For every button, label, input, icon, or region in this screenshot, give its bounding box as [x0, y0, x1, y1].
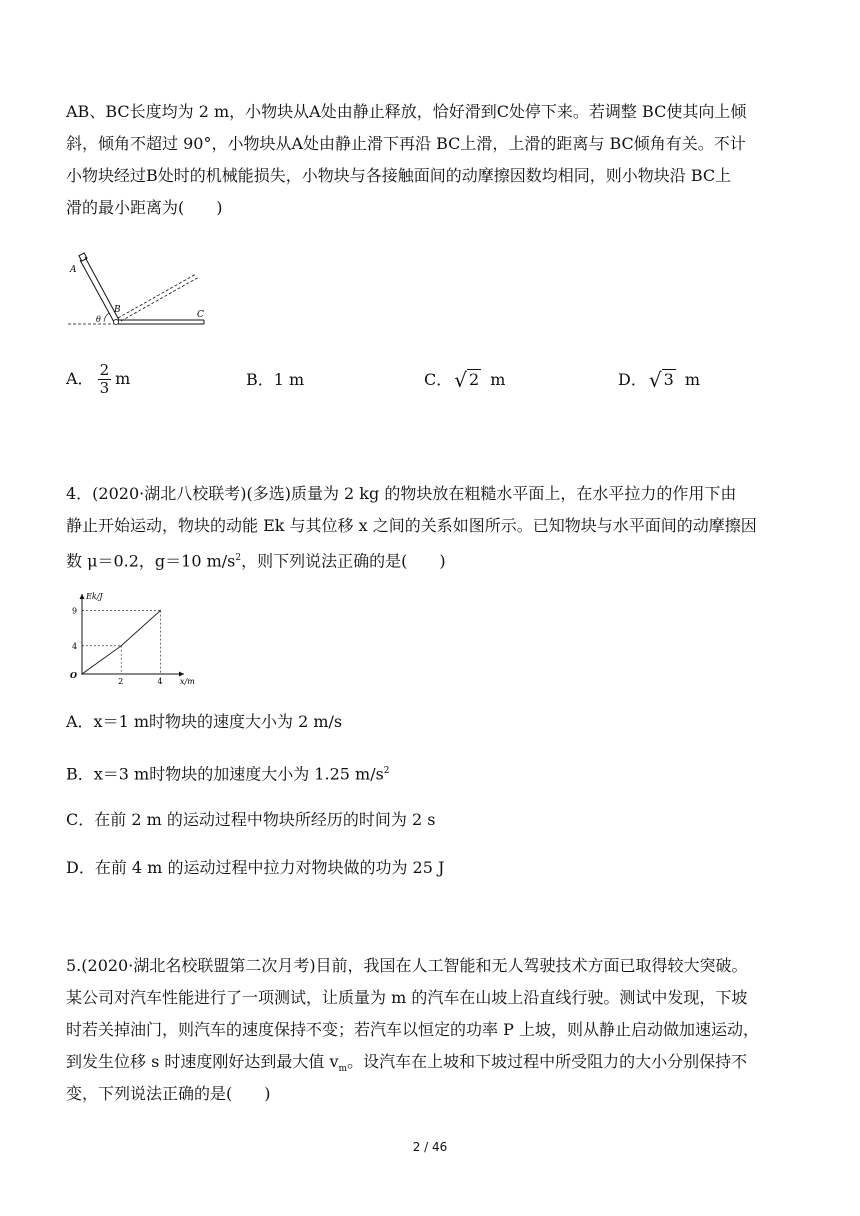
data-point-1: [121, 645, 122, 646]
q3-incline-figure: [66, 252, 216, 332]
q4-option-d: D．在前 4 m 的运动过程中拉力对物块做的功为 25 J: [66, 858, 445, 877]
q4-text-line-1: 4．(2020·湖北八校联考)(多选)质量为 2 kg 的物块放在粗糙水平面上，在水平拉力的作用下由: [66, 484, 737, 503]
q5-text-line-2: 某公司对汽车性能进行了一项测试，让质量为 m 的汽车在山坡上沿直线行驶。测试中发现，下坡: [66, 988, 748, 1007]
y-tick-label-9: 9: [72, 606, 78, 616]
q5-text-line-1: 5.(2020·湖北名校联盟第二次月考)目前，我国在人工智能和无人驾驶技术方面已取得较大突破。: [66, 956, 748, 975]
y-axis-label: Ek/J: [86, 592, 103, 601]
q4-text-line-3: 数 μ＝0.2，g＝10 $m/s^2$，则下列说法正确的是( ): [66, 551, 446, 571]
q3-option-c: C． √ 2 m: [424, 368, 506, 392]
x-tick-label-2: 2: [118, 677, 124, 686]
label-c: C: [197, 310, 204, 320]
data-point-0: [81, 673, 82, 674]
q3-option-b: B．1 m: [246, 370, 305, 389]
y-tick-label-4: 4: [72, 641, 78, 651]
q3-text-line-4: 滑的最小距离为( ): [66, 198, 223, 217]
x-axis-arrow: [179, 672, 184, 677]
q5-text-line-3: 时若关掉油门，则汽车的速度保持不变；若汽车以恒定的功率 P 上坡，则从静止启动做加速运动，: [66, 1020, 759, 1039]
q4-option-a: A．x＝1 m时物块的速度大小为 2 m/s: [66, 712, 343, 731]
page-number: 2 / 46: [412, 1140, 448, 1154]
q5-text-line-5: 变，下列说法正确的是( ): [66, 1084, 271, 1103]
ek-x-chart: [62, 592, 195, 690]
block-at-a: [79, 253, 87, 261]
x-tick-label-4: 4: [157, 677, 163, 686]
q3-text-line-3: 小物块经过B处时的机械能损失，小物块与各接触面间的动摩擦因数均相同，则小物块沿 BC上: [66, 166, 732, 185]
q4-text-line-2: 静止开始运动，物块的动能 Ek 与其位移 x 之间的关系如图所示。已知物块与水平面间的动摩擦因: [66, 516, 757, 535]
q3-option-a: A． $\frac{2}{3}$ m: [66, 361, 131, 397]
q3-option-d: D． √ 3 m: [618, 368, 701, 392]
q3-text-line-1: AB、BC长度均为 2 m，小物块从A处由静止释放，恰好滑到C处停下来。若调整 BC使其向上倾: [66, 102, 747, 121]
x-axis-label: x/m: [180, 677, 195, 686]
q3-text-line-2: 斜，倾角不超过 90°，小物块从A处由静止滑下再沿 BC上滑，上滑的距离与 BC倾角有关。不计: [66, 134, 746, 153]
q4-option-c: C．在前 2 m 的运动过程中物块所经历的时间为 2 s: [66, 810, 436, 829]
pivot-b: [114, 320, 119, 325]
q5-text-line-4: 到发生位移 s 时速度刚好达到最大值 $v_m$。设汽车在上坡和下坡过程中所受阻力的大小分别保持不: [66, 1052, 748, 1075]
label-a: A: [70, 265, 77, 275]
ek-series-line: [82, 611, 160, 674]
label-theta: θ: [96, 315, 101, 324]
origin-label: O: [70, 670, 77, 680]
label-b: B: [114, 305, 121, 315]
data-point-2: [160, 610, 161, 611]
y-axis-arrow: [80, 594, 85, 599]
q4-option-b: B．x＝3 m时物块的加速度大小为 1.25 $m/s^2$: [66, 764, 390, 784]
